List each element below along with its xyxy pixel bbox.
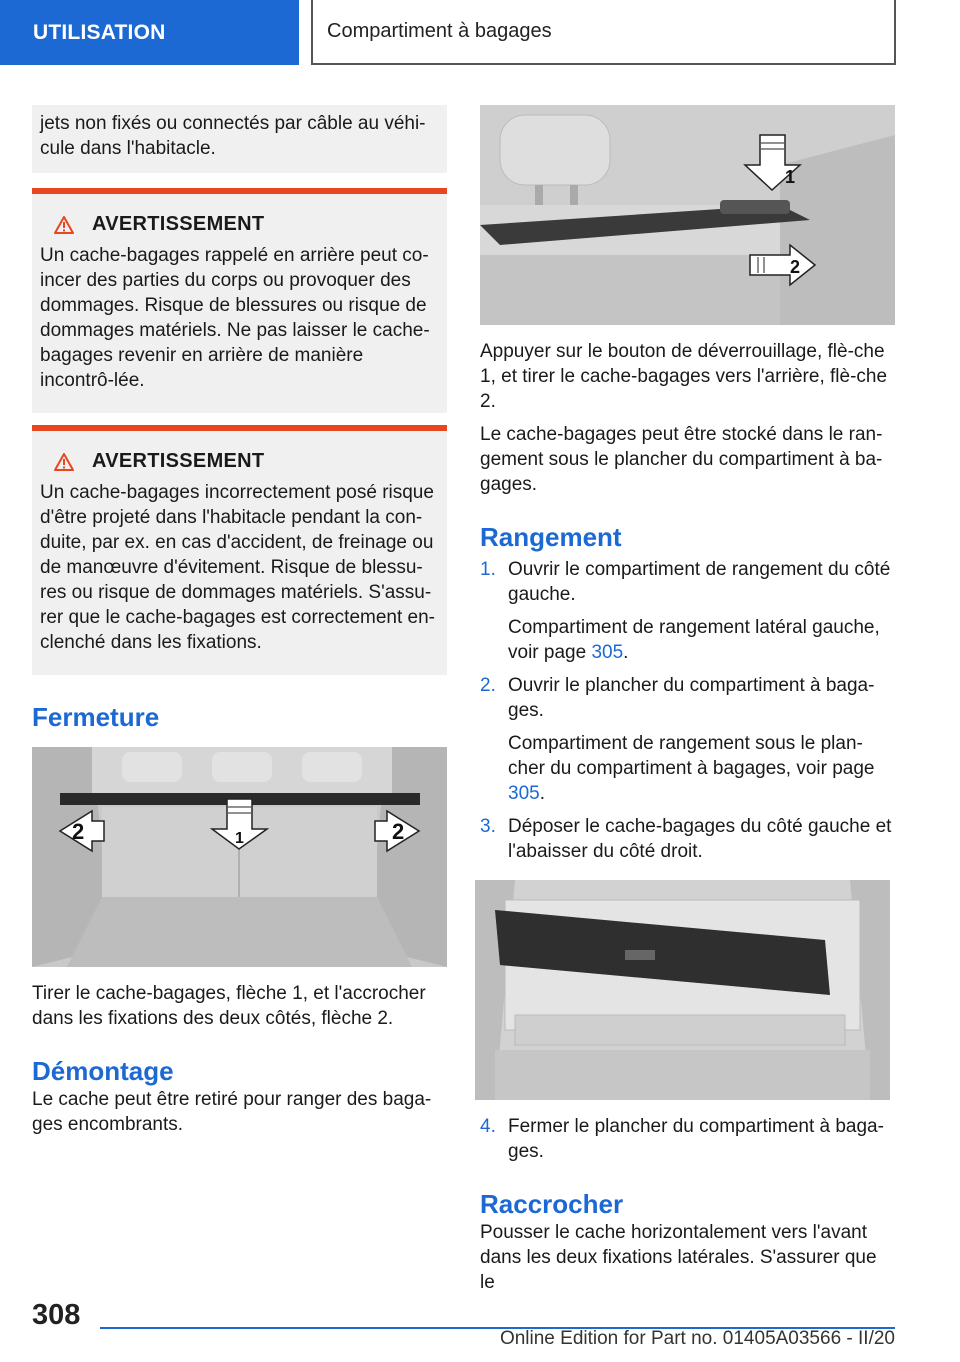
fermeture-text: Tirer le cache-bagages, flèche 1, et l'accrocher dans les fixations des deux côtés, flèche 2. [32,983,426,1029]
step-3 [480,814,895,864]
intro-text: jets non fixés ou connectés par câble au véhi-cule dans l'habitacle. [40,113,426,159]
warning-triangle-icon [54,216,74,234]
step-number: 1. [480,559,496,580]
fig-label-unlock-2: 2 [790,257,801,277]
storage-text: Le cache-bagages peut être stocké dans le ran-gement sous le plancher du compartiment à ba-gages. [480,424,883,495]
page-link[interactable]: 305 [508,783,540,804]
warning-text-2: Un cache-bagages incorrectement posé risque d'être projeté dans l'habitacle pendant la con-duite, par ex. en cas d'accident, de freinage ou de manœuvre d'évitement. Risque de blessu-res ou risque de dommages matériels. S'assu-rer que le cache-bagages est correctement en-clenché dans les fixations. [40,482,435,653]
page-link[interactable]: 305 [591,642,624,663]
left-column [32,105,447,1137]
step-text: Ouvrir le compartiment de rangement du côté gauche. [508,559,891,605]
page-number: 308 [32,1299,81,1331]
demontage-heading: Démontage [32,1056,174,1086]
section-tab: UTILISATION [0,0,299,65]
fermeture-figure [32,747,447,967]
fig-label-2-right: 2 [392,819,405,844]
rangement-heading: Rangement [480,522,622,552]
step-text: Ouvrir le plancher du compartiment à baga-ges. [508,675,875,721]
right-column [480,105,895,1295]
warning-box-1 [32,188,447,413]
step-2 [480,673,895,806]
step-4 [480,1114,895,1164]
unlock-figure [480,105,895,325]
step-sub: Compartiment de rangement latéral gauche, voir page 305. [508,617,880,663]
raccrocher-text: Pousser le cache horizontalement vers l'avant dans les deux fixations latérales. S'assurer que le [480,1222,877,1293]
fig-label-2-left: 2 [72,819,85,844]
unlock-text: Appuyer sur le bouton de déverrouillage, flè-che 1, et tirer le cache-bagages vers l'arrière, flè-che 2. [480,341,888,412]
step-text: Fermer le plancher du compartiment à baga-ges. [508,1116,884,1162]
footer-edition: Online Edition for Part no. 01405A03566 - II/20 [499,1328,895,1349]
step-number: 4. [480,1116,496,1137]
fermeture-heading: Fermeture [32,702,160,732]
warning-title-2: AVERTISSEMENT [92,450,265,472]
warning-triangle-icon [54,453,74,471]
step-number: 2. [480,675,496,696]
step-sub: Compartiment de rangement sous le plan-cher du compartiment à bagages, voir page 305. [508,733,875,804]
storage-illustration [475,880,890,1100]
fig-label-1: 1 [235,830,244,847]
storage-figure [475,880,890,1100]
step-1 [480,557,895,665]
intro-box [32,105,447,173]
warning-box-2 [32,425,447,675]
raccrocher-heading: Raccrocher [480,1189,624,1219]
chapter-title: Compartiment à bagages [311,0,896,65]
demontage-text: Le cache peut être retiré pour ranger des baga-ges encombrants. [32,1089,432,1135]
step-number: 3. [480,816,496,837]
warning-text-1: Un cache-bagages rappelé en arrière peut co-incer des parties du corps ou provoquer des dommages. Risque de blessures ou risque de dommages matériels. Ne pas laisser le cache-bagages revenir en arrière de manière incontrô-lée. [40,245,430,391]
unlock-illustration [480,105,895,325]
fig-label-unlock-1: 1 [785,167,796,187]
step-text: Déposer le cache-bagages du côté gauche et l'abaisser du côté droit. [508,816,892,862]
warning-title-1: AVERTISSEMENT [92,213,265,235]
trunk-illustration [32,747,447,967]
